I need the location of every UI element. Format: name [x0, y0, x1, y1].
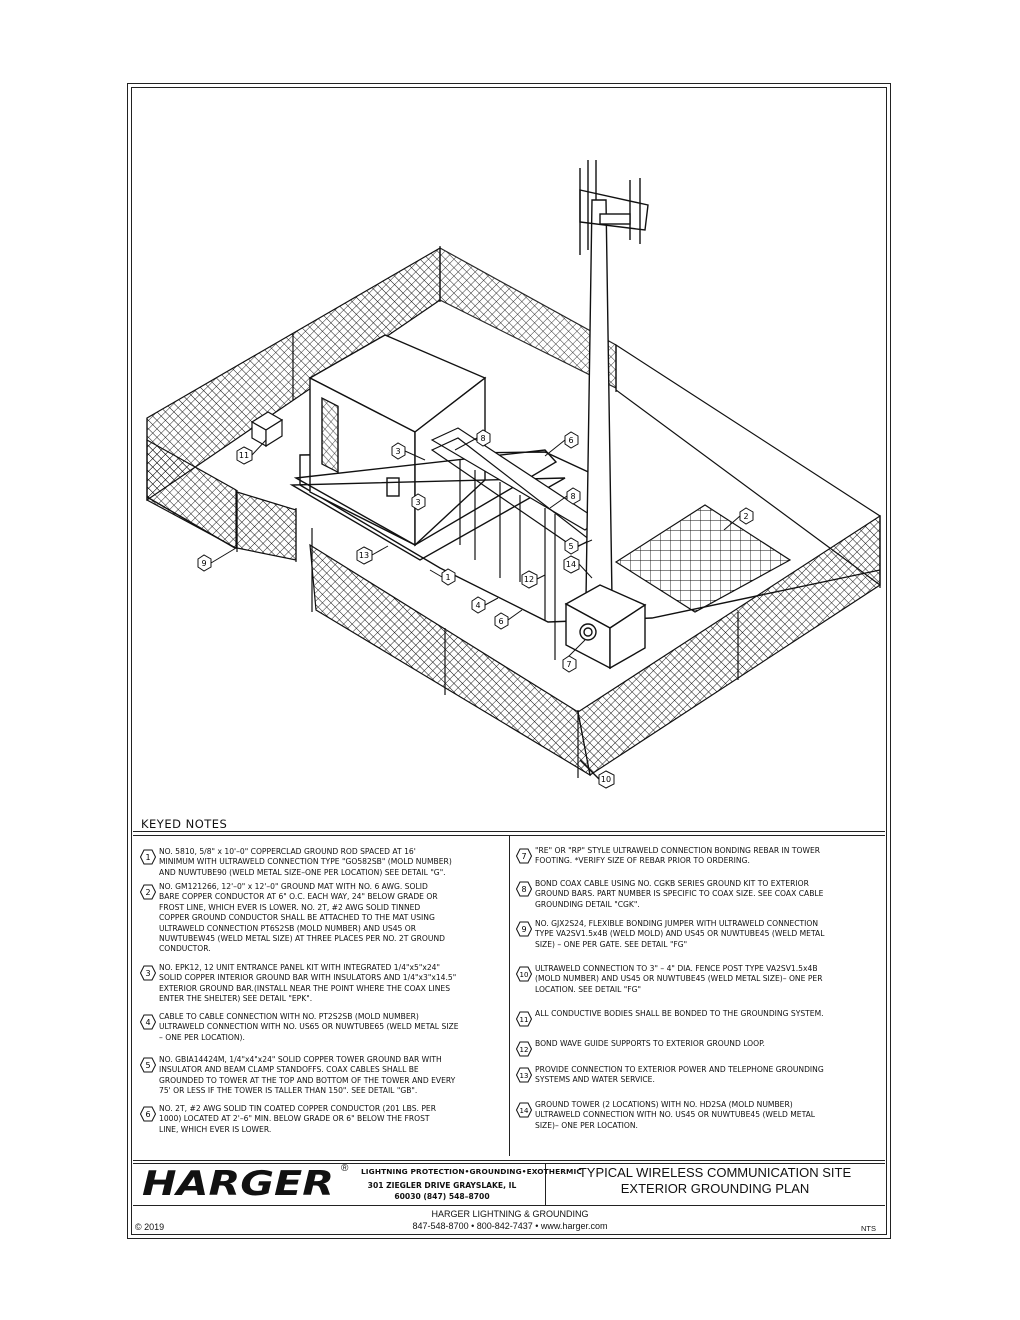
- callout-8b-label: 8: [570, 492, 576, 501]
- keyed-note-number: 13: [519, 1072, 529, 1080]
- keyed-note-text: NO. EPK12, 12 UNIT ENTRANCE PANEL KIT WITH INTEGRATED 1/4"x5"x24" SOLID COPPER INTERIOR GROUND BAR WITH INSULATORS AND 1/4"x3"x14.5" EXTERIOR GROUND BAR.(INSTALL NEAR THE POINT WHERE THE COAX LINES ENTER THE SHELTER) SEE DETAIL "EPK".: [159, 963, 457, 1004]
- callout-9-label: 9: [201, 559, 207, 568]
- keyed-note-text: BOND WAVE GUIDE SUPPORTS TO EXTERIOR GROUND LOOP.: [535, 1039, 765, 1048]
- keyed-note-number-badge: [140, 965, 156, 981]
- keyed-note-number-badge: [140, 1057, 156, 1073]
- callout-12-label: 12: [523, 575, 535, 584]
- keyed-notes-title: KEYED NOTES: [141, 817, 228, 831]
- copyright: © 2019: [135, 1222, 165, 1232]
- scale-nts: NTS: [861, 1224, 876, 1233]
- callout-10-label: 10: [600, 775, 612, 784]
- keyed-note-number-badge: [516, 1067, 532, 1083]
- monopole-tower: [566, 160, 648, 668]
- callout-5-label: 5: [568, 542, 574, 551]
- keyed-note-text: NO. GJX2S24, FLEXIBLE BONDING JUMPER WITH ULTRAWELD CONNECTION TYPE VA2SV1.5x4B (WELD MOLD) AND US45 OR NUWTUBE45 (WELD METAL SIZE) – ONE PER GATE. SEE DETAIL "FG": [535, 919, 825, 949]
- keyed-note-number: 1: [145, 853, 151, 862]
- keyed-note-text: BOND COAX CABLE USING NO. CGKB SERIES GROUND KIT TO EXTERIOR GROUND BARS. PART NUMBER IS SPECIFIC TO COAX SIZE. SEE COAX CABLE GROUNDING DETAIL "CGK".: [535, 879, 824, 909]
- keyed-note-number-badge: [140, 1014, 156, 1030]
- callout-4-label: 4: [475, 601, 481, 610]
- keyed-note-number: 3: [145, 969, 151, 978]
- callout-14-label: 14: [565, 560, 577, 569]
- keyed-note-number-badge: [516, 921, 532, 937]
- brand-tagline: LIGHTNING PROTECTION•GROUNDING•EXOTHERMIC: [361, 1167, 582, 1176]
- notes-column-divider: [509, 836, 510, 1156]
- drawing-title-line1: TYPICAL WIRELESS COMMUNICATION SITE: [578, 1165, 852, 1180]
- keyed-note-number: 12: [519, 1046, 529, 1054]
- brand-address-line1: 301 ZIEGLER DRIVE GRAYSLAKE, IL: [367, 1181, 517, 1190]
- keyed-note-number: 7: [521, 852, 527, 861]
- keyed-note-text: NO. GM121266, 12'–0" x 12'–0" GROUND MAT WITH NO. 6 AWG. SOLID BARE COPPER CONDUCTOR AT 6" O.C. EACH WAY, 24" BELOW GRADE OR FROST LINE, WHICH EVER IS LOWER. NO. 2T, #2 AWG SOLID TINNED COPPER GROUND CONDUCTOR SHALL BE ATTACHED TO THE MAT USING ULTRAWELD CONNECTION PT6S2SB (MOLD NUMBER) AND US45 OR NUWTUBEW45 (WELD METAL SIZE) AT THREE PLACES PER NO. 2T GROUND CONDUCTOR.: [159, 882, 445, 954]
- registered-mark: ®: [341, 1163, 349, 1174]
- harger-logo: [140, 1163, 340, 1203]
- callout-13-label: 13: [358, 551, 370, 560]
- keyed-note-number-badge: [516, 1041, 532, 1057]
- titleblock-top-rule: [133, 1160, 885, 1161]
- brand-address: [367, 1180, 517, 1202]
- drawing-title: [545, 1165, 885, 1197]
- keyed-note-number-badge: [516, 848, 532, 864]
- callout-1-label: 1: [445, 573, 451, 582]
- keyed-note-number: 9: [521, 925, 527, 934]
- keyed-note-number: 5: [145, 1061, 151, 1070]
- keyed-note-number: 8: [521, 885, 527, 894]
- callout-8a-label: 8: [480, 434, 486, 443]
- brand-address-line2: 60030 (847) 548–8700: [394, 1192, 490, 1201]
- callout-6b-label: 6: [498, 617, 504, 626]
- keyed-note-number: 11: [519, 1016, 529, 1024]
- keyed-note-number-badge: [516, 1011, 532, 1027]
- equipment-shelter: [292, 335, 565, 560]
- callout-11-label: 11: [238, 451, 250, 460]
- callout-6a-label: 6: [568, 436, 574, 445]
- keyed-note-text: ALL CONDUCTIVE BODIES SHALL BE BONDED TO THE GROUNDING SYSTEM.: [535, 1009, 824, 1018]
- keyed-note-number-badge: [516, 1102, 532, 1118]
- footer-company: HARGER LIGHTNING & GROUNDING: [431, 1209, 589, 1219]
- fence: [147, 246, 880, 778]
- keyed-note-text: NO. 2T, #2 AWG SOLID TIN COATED COPPER CONDUCTOR (201 LBS. PER 1000) LOCATED AT 2'–6" MIN. BELOW GRADE OR 6" BELOW THE FROST LINE, WHICH EVER IS LOWER.: [159, 1104, 436, 1134]
- keyed-note-text: ULTRAWELD CONNECTION TO 3" – 4" DIA. FENCE POST TYPE VA2SV1.5x4B (MOLD NUMBER) AND US45 OR NUWTUBE45 (WELD METAL SIZE)– ONE PER LOCATION. SEE DETAIL "FG": [535, 964, 823, 994]
- keyed-note-text: PROVIDE CONNECTION TO EXTERIOR POWER AND TELEPHONE GROUNDING SYSTEMS AND WATER SERVICE.: [535, 1065, 824, 1085]
- keyed-note-number: 6: [145, 1110, 151, 1119]
- callout-1: [430, 569, 455, 585]
- keyed-note-text: GROUND TOWER (2 LOCATIONS) WITH NO. HD2SA (MOLD NUMBER) ULTRAWELD CONNECTION WITH NO. US45 OR NUWTUBE45 (WELD METAL SIZE)– ONE PER LOCATION.: [535, 1100, 816, 1130]
- footer-contact: 847-548-8700 • 800-842-7437 • www.harger.com: [412, 1221, 608, 1231]
- keyed-note-number-badge: [140, 1106, 156, 1122]
- keyed-note-number-badge: [140, 884, 156, 900]
- keyed-note-text: "RE" OR "RP" STYLE ULTRAWELD CONNECTION BONDING REBAR IN TOWER FOOTING. *VERIFY SIZE OF REBAR PRIOR TO ORDERING.: [535, 846, 821, 866]
- keyed-note-number: 4: [145, 1018, 151, 1027]
- keyed-note-text: NO. 5810, 5/8" x 10'–0" COPPERCLAD GROUND ROD SPACED AT 16' MINIMUM WITH ULTRAWELD CONNECTION TYPE "GO582SB" (MOLD NUMBER) AND NUWTUBE90 (WELD METAL SIZE–ONE PER LOCATION) SEE DETAIL "G".: [159, 847, 452, 877]
- site-grounding-drawing: [132, 88, 886, 808]
- keyed-note-number-badge: [516, 966, 532, 982]
- keyed-note-text: CABLE TO CABLE CONNECTION WITH NO. PT2S2SB (MOLD NUMBER) ULTRAWELD CONNECTION WITH NO. US65 OR NUWTUBE65 (WELD METAL SIZE – ONE PER LOCATION).: [159, 1012, 459, 1042]
- callout-7-label: 7: [566, 660, 572, 669]
- keyed-note-number-badge: [140, 849, 156, 865]
- harger-logo-text: HARGER: [142, 1164, 334, 1203]
- footer-rule: [133, 1205, 885, 1206]
- callout-2-label: 2: [743, 512, 749, 521]
- drawing-title-line2: EXTERIOR GROUNDING PLAN: [620, 1181, 810, 1196]
- callout-3b-label: 3: [415, 498, 421, 507]
- keyed-note-text: NO. GBIA14424M, 1/4"x4"x24" SOLID COPPER TOWER GROUND BAR WITH INSULATOR AND BEAM CLAMP STANDOFFS. COAX CABLES SHALL BE GROUNDED TO TOWER AT THE TOP AND BOTTOM OF THE TOWER AND EVERY 75' OR LESS IF THE TOWER IS TALLER THAN 150". SEE DETAIL "GB".: [159, 1055, 456, 1096]
- notes-top-rule: [133, 831, 885, 832]
- keyed-note-number: 14: [519, 1107, 529, 1115]
- keyed-note-number: 10: [519, 971, 529, 979]
- callout-3a-label: 3: [395, 447, 401, 456]
- keyed-note-number-badge: [516, 881, 532, 897]
- keyed-note-number: 2: [145, 888, 151, 897]
